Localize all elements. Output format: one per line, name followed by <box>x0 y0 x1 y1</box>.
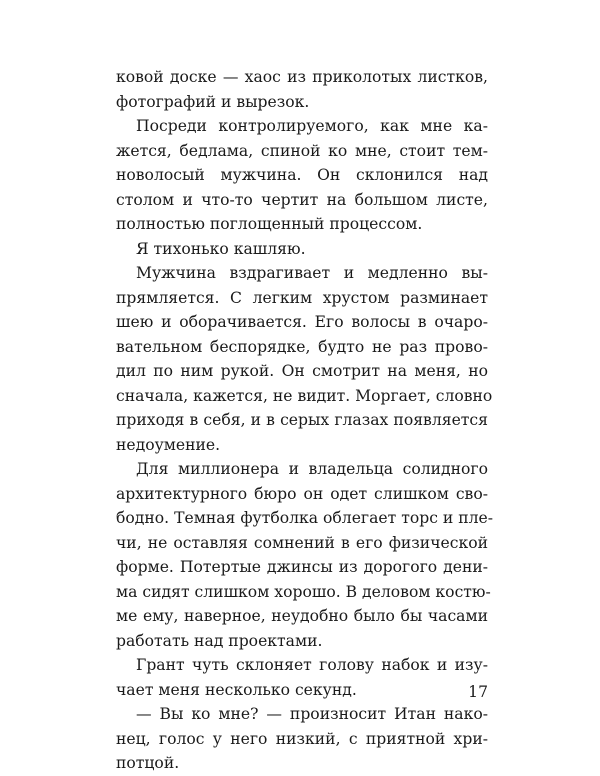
text-line: вательном беспорядке, будто не раз прово- <box>116 337 488 356</box>
text-line: сначала, кажется, не видит. Моргает, словно <box>116 386 493 405</box>
text-line: чи, не оставляя сомнений в его физической <box>116 533 488 552</box>
text-line: дил по ним рукой. Он смотрит на меня, но <box>116 362 488 380</box>
text-line: Для миллионера и владельца солидного <box>136 460 488 478</box>
book-page <box>116 64 494 772</box>
text-line: Мужчина вздрагивает и медленно вы- <box>136 264 488 282</box>
page-number: 17 <box>468 683 488 701</box>
text-line: недоумение. <box>116 435 221 454</box>
text-line: ковой доске — хаос из приколотых листков, <box>116 68 488 86</box>
text-line: ма сидят слишком хорошо. В деловом костю- <box>116 582 491 601</box>
text-line: Я тихонько кашляю. <box>136 239 306 258</box>
text-line: нец, голос у него низкий, с приятной хри- <box>116 729 488 748</box>
text-line: новолосый мужчина. Он склонился над <box>116 166 488 184</box>
text-line: — Вы ко мне? — произносит Итан нако- <box>136 705 488 723</box>
text-line: полностью поглощенный процессом. <box>116 215 423 233</box>
text-line: чает меня несколько секунд. <box>116 680 357 699</box>
text-line: потцой. <box>116 754 180 772</box>
text-line: фотографий и вырезок. <box>116 92 310 111</box>
text-line: бодно. Темная футболка облегает торс и пле- <box>116 509 494 527</box>
text-line: работать над проектами. <box>116 631 323 650</box>
text-line: столом и что-то чертит на большом листе, <box>116 190 488 209</box>
text-line: прямляется. С легким хрустом разминает <box>116 288 488 307</box>
text-line: Посреди контролируемого, как мне ка- <box>136 117 488 135</box>
text-line: ме ему, наверное, неудобно было бы часами <box>116 607 488 625</box>
text-line: жется, бедлама, спиной ко мне, стоит тем- <box>116 141 488 160</box>
text-line: Грант чуть склоняет голову набок и изу- <box>136 656 488 674</box>
text-line: приходя в себя, и в серых глазах появляется <box>116 411 488 429</box>
text-line: архитектурного бюро он одет слишком сво- <box>116 484 488 503</box>
text-line: форме. Потертые джинсы из дорогого дени- <box>116 558 488 576</box>
text-line: шею и оборачивается. Его волосы в очаро- <box>116 313 488 331</box>
